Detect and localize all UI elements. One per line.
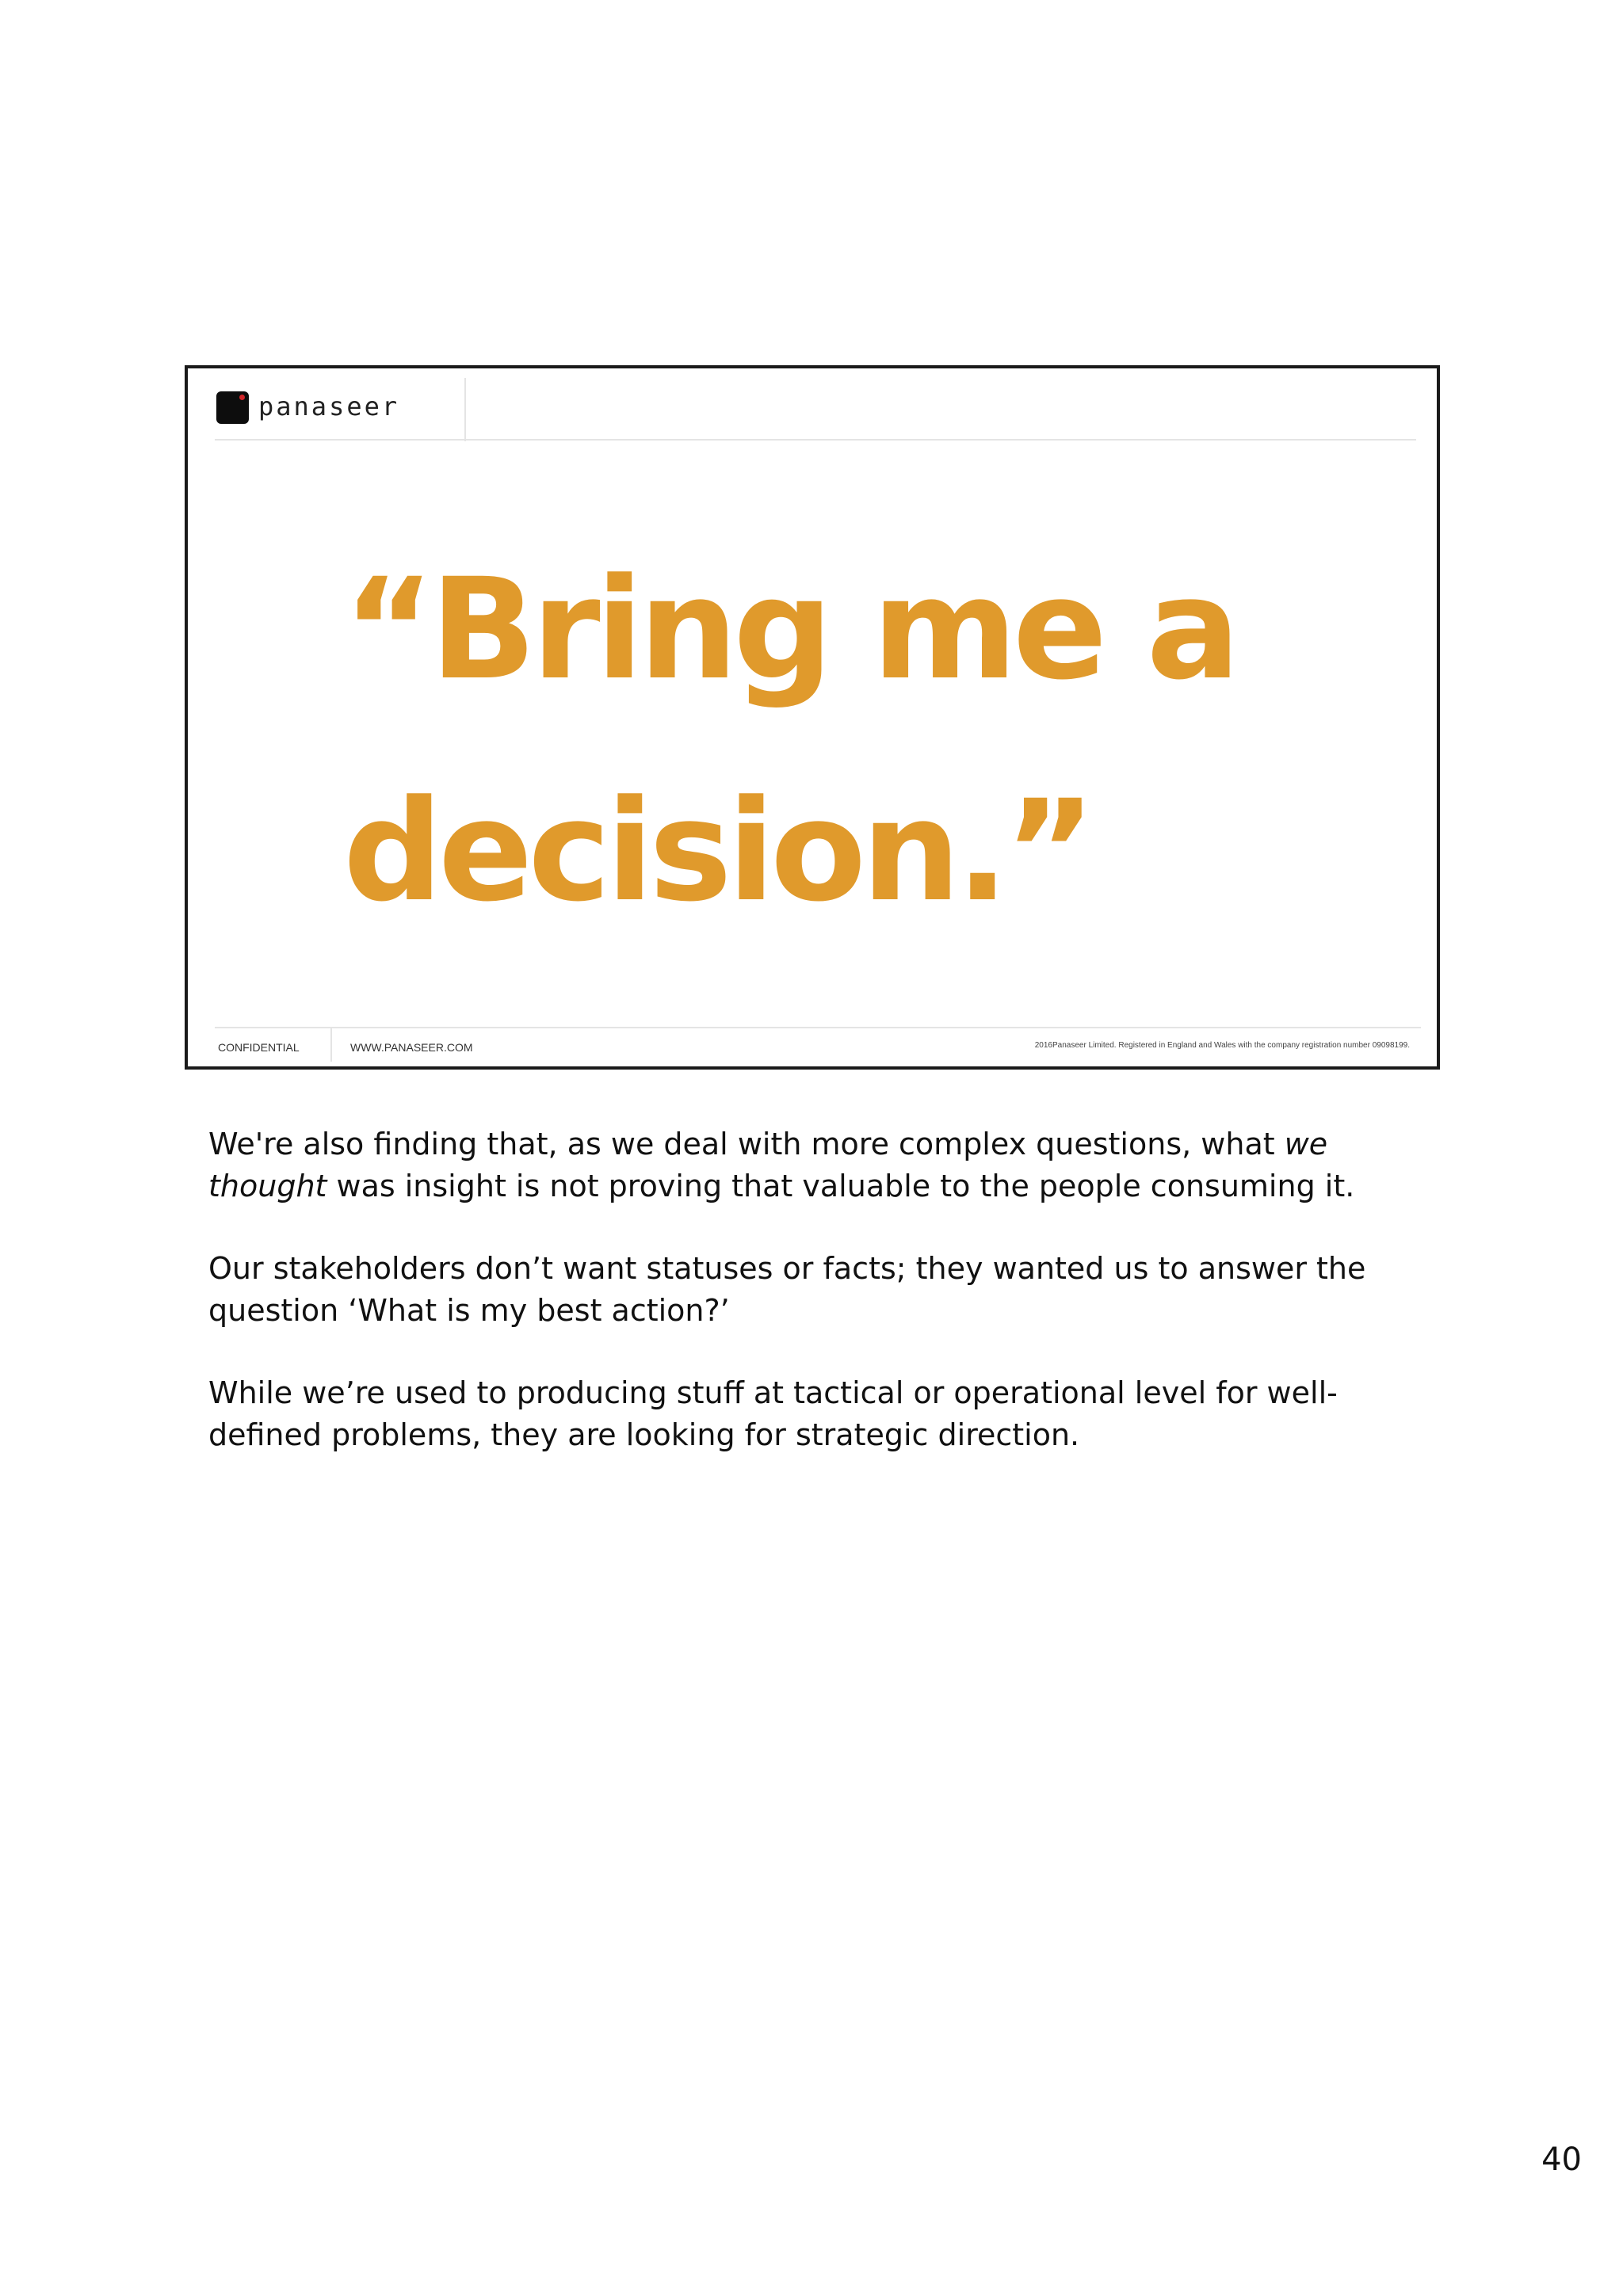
slide-header	[188, 368, 1437, 441]
logo-red-dot	[239, 395, 245, 400]
footer-website: WWW.PANASEER.COM	[350, 1041, 473, 1054]
panaseer-logo-icon	[216, 391, 249, 424]
slide-thumbnail	[185, 365, 1440, 1070]
header-vertical-divider	[464, 378, 466, 441]
header-horizontal-divider	[215, 439, 1416, 441]
footer-divider	[215, 1027, 1421, 1028]
page-number: 40	[1541, 2142, 1582, 2178]
quote-line-1: “Bring me a	[343, 548, 1236, 711]
logo-wordmark: panaseer	[258, 391, 400, 421]
slide-quote	[343, 519, 1397, 963]
footer-legal-notice: 2016Panaseer Limited. Registered in England and Wales with the company registration number 09098199.	[1034, 1041, 1410, 1050]
notes-paragraph-3: While we’re used to producing stuff at tactical or operational level for well-defined problems, they are looking for strategic direction.	[208, 1375, 1338, 1452]
notes-p1-emphasis: we thought	[208, 1127, 1328, 1203]
notes-paragraph-1	[208, 1123, 1445, 1207]
quote-line-2: decision.”	[343, 770, 1091, 933]
footer-confidential: CONFIDENTIAL	[218, 1041, 300, 1054]
notes-p1-after: was insight is not proving that valuable to the people consuming it.	[327, 1169, 1355, 1203]
footer-vertical-divider	[330, 1028, 332, 1062]
notes-p1-before: We're also finding that, as we deal with more complex questions, what	[208, 1127, 1285, 1161]
speaker-notes	[208, 1123, 1445, 1497]
notes-paragraph-2: Our stakeholders don’t want statuses or facts; they wanted us to answer the question ‘What is my best action?’	[208, 1251, 1366, 1328]
